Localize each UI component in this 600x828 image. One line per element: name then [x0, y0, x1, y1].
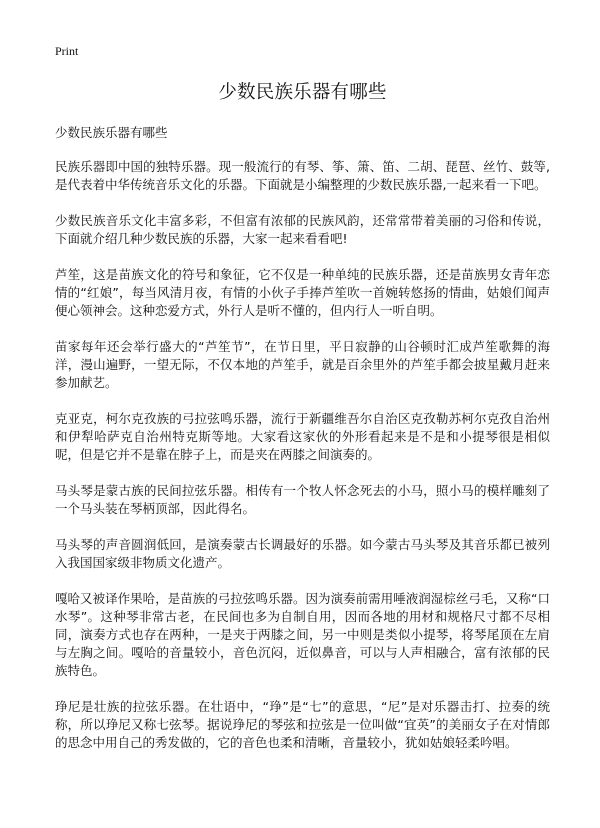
paragraph-intro: 民族乐器即中国的独特乐器。现一般流行的有琴、筝、箫、笛、二胡、琵琶、丝竹、鼓等,是代表着中华传统音乐文化的乐器。下面就是小编整理的少数民族乐器,一起来看一下吧。 [55, 159, 550, 192]
paragraph-matouqin: 马头琴是蒙古族的民间拉弦乐器。相传有一个牧人怀念死去的小马，照小马的模样雕刻了一个马头装在琴柄顶部，因此得名。 [55, 483, 550, 516]
paragraph-zhengni: 琤尼是壮族的拉弦乐器。在壮语中，“琤”是“七”的意思，“尼”是对乐器击打、拉奏的统称，所以琤尼又称七弦琴。据说琤尼的琴弦和拉弦是一位叫做“宜英”的美丽女子在对情郎的思念中用自己的秀发做的，它的音色也柔和清晰，音量较小，犹如姑娘轻柔吟唱。 [55, 699, 550, 750]
paragraph-lusheng: 芦笙，这是苗族文化的符号和象征，它不仅是一种单纯的民族乐器，还是苗族男女青年恋情的“红娘”，每当风清月夜，有情的小伙子手捧芦笙吹一首婉转悠扬的情曲，姑娘们闻声便心领神会。这种恋爱方式，外行人是听不懂的，但内行人一听自明。 [55, 267, 550, 318]
print-link[interactable]: Print [55, 44, 79, 58]
paragraph-gaha: 嘎哈又被译作果哈，是苗族的弓拉弦鸣乐器。因为演奏前需用唾液润湿棕丝弓毛，又称“口水琴”。这种琴非常古老，在民间也多为自制自用，因而各地的用材和规格尺寸都不尽相同，演奏方式也存在两种，一是夹于两膝之间，另一中则是类似小提琴，将琴尾顶在左肩与左胸之间。嘎哈的音量较小，音色沉闷，近似鼻音，可以与人声相融合，富有浓郁的民族特色。 [55, 591, 550, 678]
paragraph-keyake: 克亚克，柯尔克孜族的弓拉弦鸣乐器，流行于新疆维吾尔自治区克孜勒苏柯尔克孜自治州和伊犁哈萨克自治州特克斯等地。大家看这家伙的外形看起来是不是和小提琴很是相似呢，但是它并不是靠在脖子上，而是夹在两膝之间演奏的。 [55, 411, 550, 462]
paragraph-lusheng-festival: 苗家每年还会举行盛大的“芦笙节”，在节日里，平日寂静的山谷顿时汇成芦笙歌舞的海洋，漫山遍野，一望无际，不仅本地的芦笙手，就是百余里外的芦笙手都会披星戴月赶来参加献艺。 [55, 339, 550, 390]
paragraph-culture: 少数民族音乐文化丰富多彩，不但富有浓郁的民族风韵，还常常带着美丽的习俗和传说，下面就介绍几种少数民族的乐器，大家一起来看看吧! [55, 213, 550, 246]
page-title: 少数民族乐器有哪些 [218, 82, 387, 103]
paragraph-matouqin-sound: 马头琴的声音圆润低回，是演奏蒙古长调最好的乐器。如今蒙古马头琴及其音乐都已被列入我国国家级非物质文化遗产。 [55, 537, 550, 570]
article-subtitle: 少数民族乐器有哪些 [55, 125, 168, 140]
